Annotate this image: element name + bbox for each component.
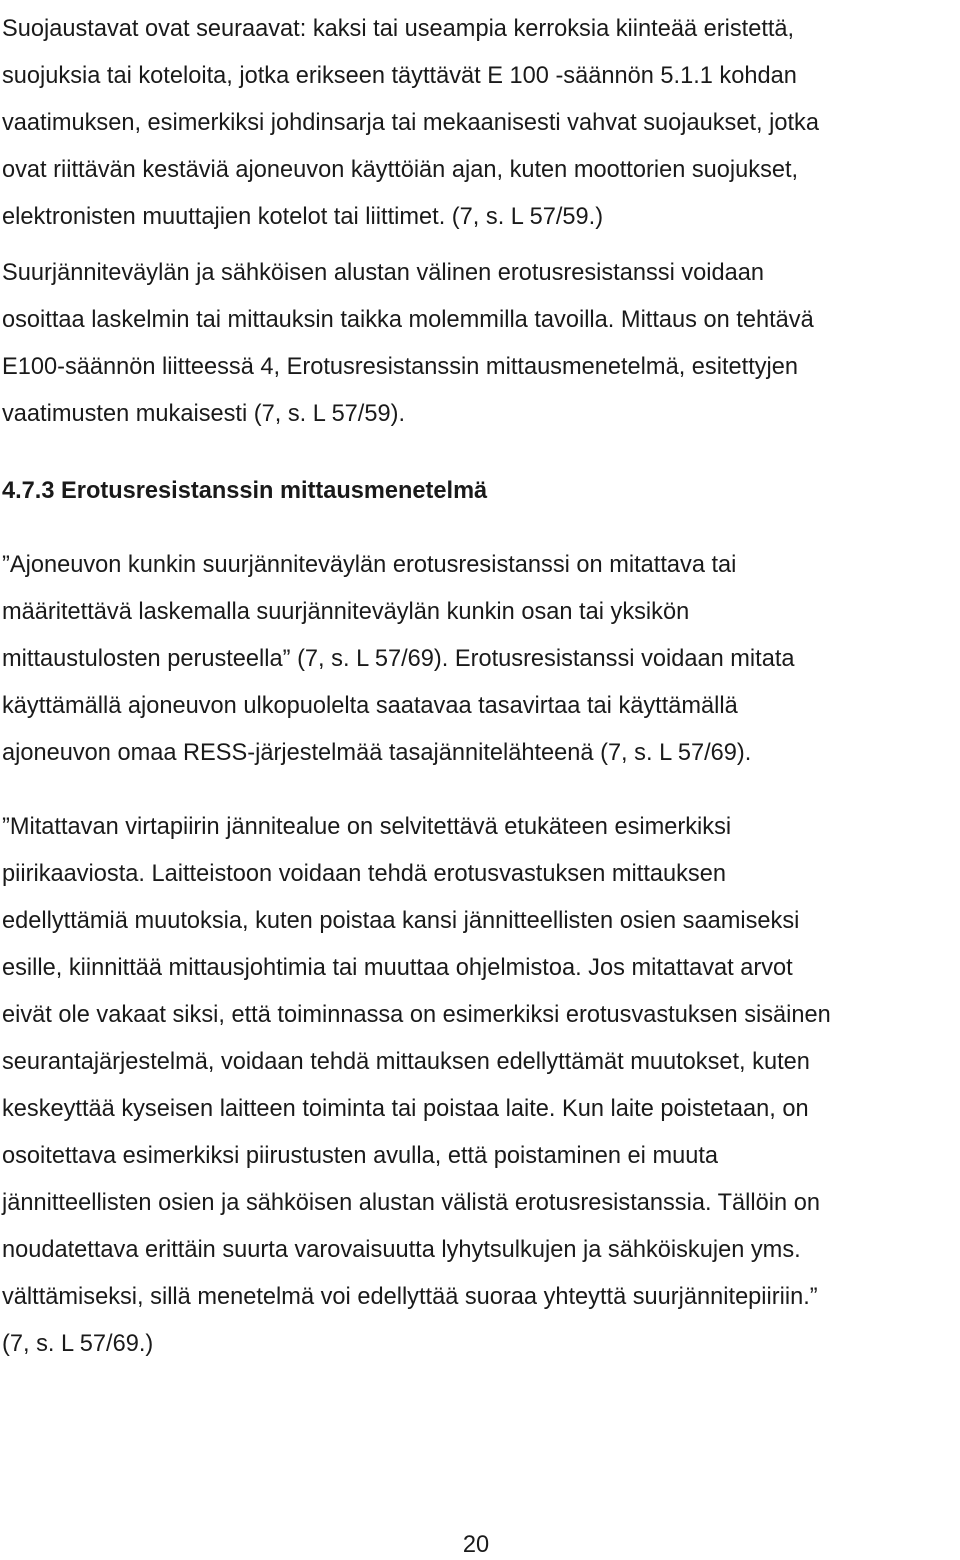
text-line: noudatettava erittäin suurta varovaisuutta lyhytsulkujen ja sähköiskujen yms. [2, 1237, 801, 1263]
text-line: keskeyttää kyseisen laitteen toiminta tai poistaa laite. Kun laite poistetaan, on [2, 1096, 809, 1122]
text-line: ”Ajoneuvon kunkin suurjänniteväylän erotusresistanssi on mitattava tai [2, 552, 737, 578]
section-heading: 4.7.3 Erotusresistanssin mittausmenetelmä [2, 478, 488, 504]
text-line: ajoneuvon omaa RESS-järjestelmää tasajännitelähteenä (7, s. L 57/69). [2, 740, 752, 766]
text-line: vaatimuksen, esimerkiksi johdinsarja tai mekaanisesti vahvat suojaukset, jotka [2, 110, 819, 136]
text-line: eivät ole vakaat siksi, että toiminnassa on esimerkiksi erotusvastuksen sisäinen [2, 1002, 831, 1028]
page-number: 20 [462, 1532, 490, 1558]
text-line: piirikaaviosta. Laitteistoon voidaan tehdä erotusvastuksen mittauksen [2, 861, 726, 887]
text-line: käyttämällä ajoneuvon ulkopuolelta saatavaa tasavirtaa tai käyttämällä [2, 693, 738, 719]
text-line: jännitteellisten osien ja sähköisen alustan välistä erotusresistanssia. Tällöin on [2, 1190, 820, 1216]
text-line: välttämiseksi, sillä menetelmä voi edellyttää suoraa yhteyttä suurjännitepiiriin.” [2, 1284, 818, 1310]
text-line: edellyttämiä muutoksia, kuten poistaa kansi jännitteellisten osien saamiseksi [2, 908, 800, 934]
text-line: suojuksia tai koteloita, jotka erikseen täyttävät E 100 -säännön 5.1.1 kohdan [2, 63, 797, 89]
paragraph-measurement-quote [2, 542, 795, 777]
text-line: ”Mitattavan virtapiirin jännitealue on selvitettävä etukäteen esimerkiksi [2, 814, 732, 840]
paragraph-protection-methods [2, 6, 819, 241]
text-line: esille, kiinnittää mittausjohtimia tai muuttaa ohjelmistoa. Jos mitattavat arvot [2, 955, 793, 981]
text-line: mittaustulosten perusteella” (7, s. L 57/69). Erotusresistanssi voidaan mitata [2, 646, 795, 672]
text-line: ovat riittävän kestäviä ajoneuvon käyttöiän ajan, kuten moottorien suojukset, [2, 157, 799, 183]
text-line: määritettävä laskemalla suurjänniteväylän kunkin osan tai yksikön [2, 599, 690, 625]
text-line: E100-säännön liitteessä 4, Erotusresistanssin mittausmenetelmä, esitettyjen [2, 354, 799, 380]
paragraph-isolation-resistance [2, 250, 814, 438]
text-line: osoittaa laskelmin tai mittauksin taikka molemmilla tavoilla. Mittaus on tehtävä [2, 307, 814, 333]
text-line: vaatimusten mukaisesti (7, s. L 57/59). [2, 401, 406, 427]
text-line: seurantajärjestelmä, voidaan tehdä mittauksen edellyttämät muutokset, kuten [2, 1049, 810, 1075]
text-line: elektronisten muuttajien kotelot tai liittimet. (7, s. L 57/59.) [2, 204, 604, 230]
text-line: osoitettava esimerkiksi piirustusten avulla, että poistaminen ei muuta [2, 1143, 719, 1169]
paragraph-voltage-range-quote [2, 804, 831, 1368]
text-line: (7, s. L 57/69.) [2, 1331, 154, 1357]
text-line: Suojaustavat ovat seuraavat: kaksi tai useampia kerroksia kiinteää eristettä, [2, 16, 795, 42]
text-line: Suurjänniteväylän ja sähköisen alustan välinen erotusresistanssi voidaan [2, 260, 765, 286]
